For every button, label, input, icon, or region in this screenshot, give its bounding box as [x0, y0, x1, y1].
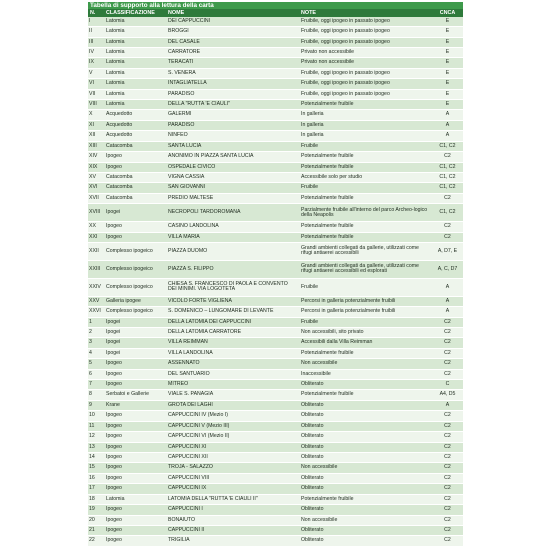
cell-cnca: A	[432, 400, 463, 410]
cell-n: XXV	[88, 296, 104, 306]
cell-n: 3	[88, 338, 104, 348]
header-nome: NOME	[166, 9, 299, 17]
cell-n: 9	[88, 400, 104, 410]
cell-cnca: C2	[432, 505, 463, 515]
cell-nome: INTAGLIATELLA	[166, 79, 299, 89]
cell-cnca: A	[432, 307, 463, 317]
cell-n: 7	[88, 380, 104, 390]
cell-nome: NINFEO	[166, 131, 299, 141]
cell-cnca: A	[432, 110, 463, 120]
table-row	[88, 152, 463, 162]
cell-note: Obliterato	[299, 505, 432, 515]
cell-cnca: C1, C2	[432, 162, 463, 172]
cell-classificazione: Ipogeo	[104, 536, 166, 547]
cell-note: Obliterato	[299, 453, 432, 463]
cell-n: II	[88, 27, 104, 37]
cell-note: In galleria	[299, 120, 432, 130]
cell-note: In galleria	[299, 110, 432, 120]
table-row	[88, 193, 463, 203]
cell-classificazione: Ipogeo	[104, 525, 166, 535]
table-row	[88, 37, 463, 47]
table-row	[88, 400, 463, 410]
cell-nome: TROJA - SALAZZO	[166, 463, 299, 473]
cell-note: Privato non accessibile	[299, 47, 432, 57]
cell-classificazione: Ipogeo	[104, 515, 166, 525]
table-row	[88, 232, 463, 242]
cell-n: 22	[88, 536, 104, 547]
cell-note: Obliterato	[299, 442, 432, 452]
cell-note: Potenzialmente fruibile	[299, 162, 432, 172]
cell-note: Potenzialmente fruibile	[299, 222, 432, 232]
cell-cnca: A	[432, 120, 463, 130]
cell-classificazione: Ipogei	[104, 338, 166, 348]
cell-nome: DELLA LATOMIA CARRATORE	[166, 327, 299, 337]
cell-classificazione: Latomia	[104, 58, 166, 68]
table-row	[88, 307, 463, 317]
cell-n: VIII	[88, 100, 104, 110]
table-row	[88, 380, 463, 390]
cell-nome: BONAIUTO	[166, 515, 299, 525]
cell-cnca: C2	[432, 193, 463, 203]
cell-classificazione: Catacomba	[104, 141, 166, 151]
cell-note: Accessibile solo per studio	[299, 173, 432, 183]
cell-classificazione: Serbatoi e Gallerie	[104, 390, 166, 400]
cell-n: 19	[88, 505, 104, 515]
cell-classificazione: Catacomba	[104, 193, 166, 203]
cell-note: Parzialmente fruibile all'interno del parco Archeo-logico della Neapolis	[299, 204, 432, 222]
cell-note: Potenzialmente fruibile	[299, 348, 432, 358]
cell-nome: ANONIMO IN PIAZZA SANTA LUCIA	[166, 152, 299, 162]
table-title: Tabella di supporto alla lettura della carta	[88, 2, 463, 9]
cell-nome: S. DOMENICO – LUNGOMARE DI LEVANTE	[166, 307, 299, 317]
cell-classificazione: Complesso ipogeico	[104, 243, 166, 261]
cell-n: XX	[88, 222, 104, 232]
cell-nome: VIGNA CASSIA	[166, 173, 299, 183]
cell-cnca: E	[432, 27, 463, 37]
header-n: N.	[88, 9, 104, 17]
cell-cnca: E	[432, 79, 463, 89]
cell-n: VI	[88, 79, 104, 89]
cell-note: Privato non accessibile	[299, 58, 432, 68]
cell-note: Fruibile, oggi ipogeo in passato ipogeo	[299, 89, 432, 99]
cell-cnca: E	[432, 47, 463, 57]
cell-note: Non accessibile	[299, 515, 432, 525]
cell-classificazione: Ipogeo	[104, 421, 166, 431]
cell-nome: CARRATORE	[166, 47, 299, 57]
table-row	[88, 58, 463, 68]
cell-cnca: C2	[432, 442, 463, 452]
table-row	[88, 484, 463, 494]
cell-cnca: C1, C2	[432, 141, 463, 151]
cell-cnca: C2	[432, 152, 463, 162]
cell-cnca: E	[432, 37, 463, 47]
cell-n: 8	[88, 390, 104, 400]
cell-note: Potenzialmente fruibile	[299, 100, 432, 110]
cell-cnca: E	[432, 89, 463, 99]
table-row	[88, 369, 463, 379]
cell-note: Fruibile	[299, 278, 432, 296]
cell-n: I	[88, 17, 104, 27]
cell-cnca: C1, C2	[432, 173, 463, 183]
table-row	[88, 390, 463, 400]
cell-classificazione: Latomia	[104, 494, 166, 504]
cell-classificazione: Complesso ipogeico	[104, 260, 166, 278]
cell-n: III	[88, 37, 104, 47]
table-row	[88, 327, 463, 337]
cell-cnca: C2	[432, 369, 463, 379]
cell-classificazione: Latomia	[104, 68, 166, 78]
cell-cnca: C2	[432, 494, 463, 504]
cell-classificazione: Ipogei	[104, 317, 166, 327]
cell-cnca: C2	[432, 411, 463, 421]
cell-nome: ASSENNATO	[166, 359, 299, 369]
table-row	[88, 183, 463, 193]
cell-classificazione: Latomia	[104, 47, 166, 57]
cell-note: Fruibile	[299, 141, 432, 151]
cell-nome: CAPPUCCINI VI (Mezio II)	[166, 432, 299, 442]
cell-classificazione: Latomia	[104, 37, 166, 47]
cell-cnca: C2	[432, 536, 463, 547]
cell-nome: PARADISO	[166, 89, 299, 99]
cell-note: Obliterato	[299, 421, 432, 431]
cell-classificazione: Ipogeo	[104, 380, 166, 390]
cell-nome: BROGGI	[166, 27, 299, 37]
cell-note: Fruibile, oggi ipogeo in passato ipogeo	[299, 68, 432, 78]
table-row	[88, 47, 463, 57]
table-row	[88, 421, 463, 431]
cell-nome: CAPPUCCINI II	[166, 525, 299, 535]
header-cnca: CNCA	[432, 9, 463, 17]
cell-cnca: C2	[432, 232, 463, 242]
cell-classificazione: Latomia	[104, 79, 166, 89]
cell-n: XI	[88, 120, 104, 130]
cell-classificazione: Ipogeo	[104, 411, 166, 421]
cell-cnca: C2	[432, 338, 463, 348]
table-row	[88, 411, 463, 421]
cell-classificazione: Ipogeo	[104, 453, 166, 463]
cell-note: Non accessibili, sito privato	[299, 327, 432, 337]
cell-nome: SAN GIOVANNI	[166, 183, 299, 193]
cell-cnca: C2	[432, 463, 463, 473]
cell-nome: NECROPOLI TARDOROMANA	[166, 204, 299, 222]
cell-note: Potenzialmente fruibile	[299, 152, 432, 162]
cell-classificazione: Catacomba	[104, 173, 166, 183]
table-row	[88, 515, 463, 525]
cell-note: Obliterato	[299, 525, 432, 535]
table-row	[88, 173, 463, 183]
table-row	[88, 494, 463, 504]
support-table	[88, 9, 463, 547]
cell-classificazione: Ipogeo	[104, 222, 166, 232]
table-row	[88, 17, 463, 27]
cell-n: X	[88, 110, 104, 120]
cell-classificazione: Ipogeo	[104, 505, 166, 515]
cell-nome: DELLA "RUTTA 'E CIAULI"	[166, 100, 299, 110]
cell-n: V	[88, 68, 104, 78]
table-row	[88, 317, 463, 327]
cell-cnca: C2	[432, 317, 463, 327]
cell-note: Fruibile, oggi ipogeo in passato ipogeo	[299, 17, 432, 27]
cell-classificazione: Ipogeo	[104, 484, 166, 494]
cell-n: XIX	[88, 162, 104, 172]
cell-nome: CAPPUCCINI XII	[166, 453, 299, 463]
cell-n: XV	[88, 173, 104, 183]
table-body	[88, 17, 463, 547]
cell-cnca: A, D7, E	[432, 243, 463, 261]
cell-cnca: C2	[432, 484, 463, 494]
cell-classificazione: Acquedotto	[104, 110, 166, 120]
cell-cnca: E	[432, 58, 463, 68]
cell-n: XXII	[88, 243, 104, 261]
cell-cnca: C2	[432, 222, 463, 232]
table-row	[88, 204, 463, 222]
cell-note: Potenzialmente fruibile	[299, 232, 432, 242]
cell-classificazione: Ipogeo	[104, 359, 166, 369]
cell-nome: CASINO LANDOLINA	[166, 222, 299, 232]
cell-cnca: C1, C2	[432, 204, 463, 222]
cell-nome: CAPPUCCINI V (Mezio III)	[166, 421, 299, 431]
cell-nome: OSPEDALE CIVICO	[166, 162, 299, 172]
cell-nome: PREDIO MALTESE	[166, 193, 299, 203]
cell-note: Grandi ambienti collegati da gallerie, utilizzati come rifugi antiaerei accessibili ed esplorati	[299, 260, 432, 278]
cell-n: XIV	[88, 152, 104, 162]
table-row	[88, 120, 463, 130]
cell-cnca: E	[432, 17, 463, 27]
cell-nome: VICOLO FORTE VIGLIENA	[166, 296, 299, 306]
cell-n: 18	[88, 494, 104, 504]
table-row	[88, 296, 463, 306]
cell-note: In galleria	[299, 131, 432, 141]
cell-n: IV	[88, 47, 104, 57]
cell-nome: GROTA DEI LAGHI	[166, 400, 299, 410]
cell-cnca: C2	[432, 359, 463, 369]
cell-n: XVIII	[88, 204, 104, 222]
cell-nome: CAPPUCCINI IX	[166, 484, 299, 494]
table-row	[88, 260, 463, 278]
table-row	[88, 432, 463, 442]
cell-n: XXIII	[88, 260, 104, 278]
cell-nome: VILLA REIMMAN	[166, 338, 299, 348]
cell-n: XIII	[88, 141, 104, 151]
cell-nome: VILLA LANDOLINA	[166, 348, 299, 358]
table-row	[88, 79, 463, 89]
table-row	[88, 222, 463, 232]
cell-note: Percorsi in galleria potenzialmente fruibili	[299, 307, 432, 317]
cell-n: 13	[88, 442, 104, 452]
cell-n: 14	[88, 453, 104, 463]
header-classificazione: CLASSIFICAZIONE	[104, 9, 166, 17]
cell-classificazione: Ipogeo	[104, 432, 166, 442]
cell-nome: DEI CAPPUCCINI	[166, 17, 299, 27]
cell-n: 21	[88, 525, 104, 535]
cell-cnca: C	[432, 380, 463, 390]
cell-nome: CAPPUCCINI XI	[166, 442, 299, 452]
cell-classificazione: Ipogeo	[104, 162, 166, 172]
cell-cnca: C2	[432, 327, 463, 337]
cell-nome: DEL SANTUARIO	[166, 369, 299, 379]
cell-cnca: A	[432, 296, 463, 306]
cell-nome: CAPPUCCINI VIII	[166, 473, 299, 483]
cell-cnca: C2	[432, 421, 463, 431]
cell-cnca: E	[432, 68, 463, 78]
cell-note: Obliterato	[299, 473, 432, 483]
cell-cnca: A4, D5	[432, 390, 463, 400]
cell-classificazione: Ipogei	[104, 348, 166, 358]
cell-cnca: C2	[432, 525, 463, 535]
table-row	[88, 243, 463, 261]
cell-classificazione: Latomia	[104, 17, 166, 27]
cell-classificazione: Catacomba	[104, 183, 166, 193]
cell-nome: TERACATI	[166, 58, 299, 68]
cell-cnca: E	[432, 100, 463, 110]
cell-nome: CAPPUCCINI I	[166, 505, 299, 515]
cell-classificazione: Latomia	[104, 89, 166, 99]
cell-note: Obliterato	[299, 484, 432, 494]
table-row	[88, 525, 463, 535]
cell-n: 5	[88, 359, 104, 369]
table-row	[88, 100, 463, 110]
table-row	[88, 89, 463, 99]
cell-note: Inaccessibile	[299, 369, 432, 379]
table-row	[88, 348, 463, 358]
cell-classificazione: Galleria ipogee	[104, 296, 166, 306]
cell-nome: TRIGILIA	[166, 536, 299, 547]
cell-nome: CHIESA S. FRANCESCO DI PAOLA E CONVENTO DEI MINIMI. VIA LOGOTETA	[166, 278, 299, 296]
cell-classificazione: Ipogeo	[104, 473, 166, 483]
cell-nome: PIAZZA DUOMO	[166, 243, 299, 261]
cell-note: Obliterato	[299, 536, 432, 547]
cell-cnca: C2	[432, 515, 463, 525]
table-row	[88, 162, 463, 172]
cell-n: 12	[88, 432, 104, 442]
cell-n: XVI	[88, 183, 104, 193]
cell-classificazione: Ipogei	[104, 204, 166, 222]
cell-note: Fruibile	[299, 183, 432, 193]
cell-nome: MITREO	[166, 380, 299, 390]
table-row	[88, 463, 463, 473]
cell-note: Grandi ambienti collegati da gallerie, utilizzati come rifugi antiaerei accessibili	[299, 243, 432, 261]
table-row	[88, 27, 463, 37]
cell-n: 20	[88, 515, 104, 525]
cell-nome: LATOMIA DELLA "RUTTA 'E CIAULI II"	[166, 494, 299, 504]
header-row	[88, 9, 463, 17]
cell-classificazione: Complesso ipogeico	[104, 278, 166, 296]
table-row	[88, 68, 463, 78]
table-row	[88, 453, 463, 463]
table-row	[88, 141, 463, 151]
table-row	[88, 442, 463, 452]
cell-nome: VILLA MARIA	[166, 232, 299, 242]
cell-note: Potenzialmente fruibile	[299, 494, 432, 504]
cell-nome: DEL CASALE	[166, 37, 299, 47]
cell-nome: DELLA LATOMIA DEI CAPPUCCINI	[166, 317, 299, 327]
cell-n: XXVI	[88, 307, 104, 317]
cell-classificazione: Latomia	[104, 100, 166, 110]
cell-n: XII	[88, 131, 104, 141]
cell-note: Non accessibile	[299, 359, 432, 369]
cell-n: VII	[88, 89, 104, 99]
cell-nome: PIAZZA S. FILIPPO	[166, 260, 299, 278]
cell-cnca: C1, C2	[432, 183, 463, 193]
cell-n: 10	[88, 411, 104, 421]
cell-note: Fruibile, oggi ipogeo in passato ipogeo	[299, 79, 432, 89]
cell-n: XXIV	[88, 278, 104, 296]
cell-nome: VIALE S. PANAGIA	[166, 390, 299, 400]
cell-nome: PARADISO	[166, 120, 299, 130]
cell-cnca: C2	[432, 453, 463, 463]
cell-nome: CAPPUCCINI IV (Mezio I)	[166, 411, 299, 421]
cell-n: IX	[88, 58, 104, 68]
cell-nome: GALERMI	[166, 110, 299, 120]
cell-note: Obliterato	[299, 380, 432, 390]
cell-nome: S. VENERA	[166, 68, 299, 78]
cell-classificazione: Ipogeo	[104, 152, 166, 162]
table-row	[88, 278, 463, 296]
cell-n: 15	[88, 463, 104, 473]
cell-classificazione: Ipogeo	[104, 369, 166, 379]
cell-classificazione: Krane	[104, 400, 166, 410]
cell-note: Potenzialmente fruibile	[299, 193, 432, 203]
cell-classificazione: Latomia	[104, 27, 166, 37]
cell-note: Accessibili dalla Villa Reimman	[299, 338, 432, 348]
cell-note: Fruibile, oggi ipogeo in passato ipogeo	[299, 37, 432, 47]
cell-note: Obliterato	[299, 400, 432, 410]
cell-n: XXI	[88, 232, 104, 242]
cell-n: 2	[88, 327, 104, 337]
cell-cnca: C2	[432, 432, 463, 442]
table-row	[88, 110, 463, 120]
cell-note: Non accessibile	[299, 463, 432, 473]
cell-cnca: C2	[432, 473, 463, 483]
table-row	[88, 338, 463, 348]
cell-n: 11	[88, 421, 104, 431]
cell-n: 16	[88, 473, 104, 483]
cell-classificazione: Acquedotto	[104, 120, 166, 130]
table-row	[88, 359, 463, 369]
support-table-sheet	[88, 2, 463, 547]
cell-classificazione: Ipogei	[104, 327, 166, 337]
cell-classificazione: Acquedotto	[104, 131, 166, 141]
cell-classificazione: Ipogeo	[104, 442, 166, 452]
header-note: NOTE	[299, 9, 432, 17]
table-row	[88, 473, 463, 483]
cell-cnca: A	[432, 131, 463, 141]
table-row	[88, 131, 463, 141]
cell-cnca: A	[432, 278, 463, 296]
cell-note: Fruibile, oggi ipogeo in passato ipogeo	[299, 27, 432, 37]
cell-cnca: A, C, D7	[432, 260, 463, 278]
cell-classificazione: Ipogeo	[104, 463, 166, 473]
cell-nome: SANTA LUCIA	[166, 141, 299, 151]
table-row	[88, 536, 463, 547]
cell-note: Obliterato	[299, 411, 432, 421]
cell-classificazione: Complesso ipogeico	[104, 307, 166, 317]
cell-cnca: C2	[432, 348, 463, 358]
cell-note: Obliterato	[299, 432, 432, 442]
cell-n: 1	[88, 317, 104, 327]
table-row	[88, 505, 463, 515]
cell-note: Fruibile	[299, 317, 432, 327]
cell-n: 17	[88, 484, 104, 494]
cell-note: Percorsi in galleria potenzialmente fruibili	[299, 296, 432, 306]
cell-n: 4	[88, 348, 104, 358]
cell-n: 6	[88, 369, 104, 379]
cell-n: XVII	[88, 193, 104, 203]
cell-classificazione: Ipogeo	[104, 232, 166, 242]
cell-note: Potenzialmente fruibile	[299, 390, 432, 400]
